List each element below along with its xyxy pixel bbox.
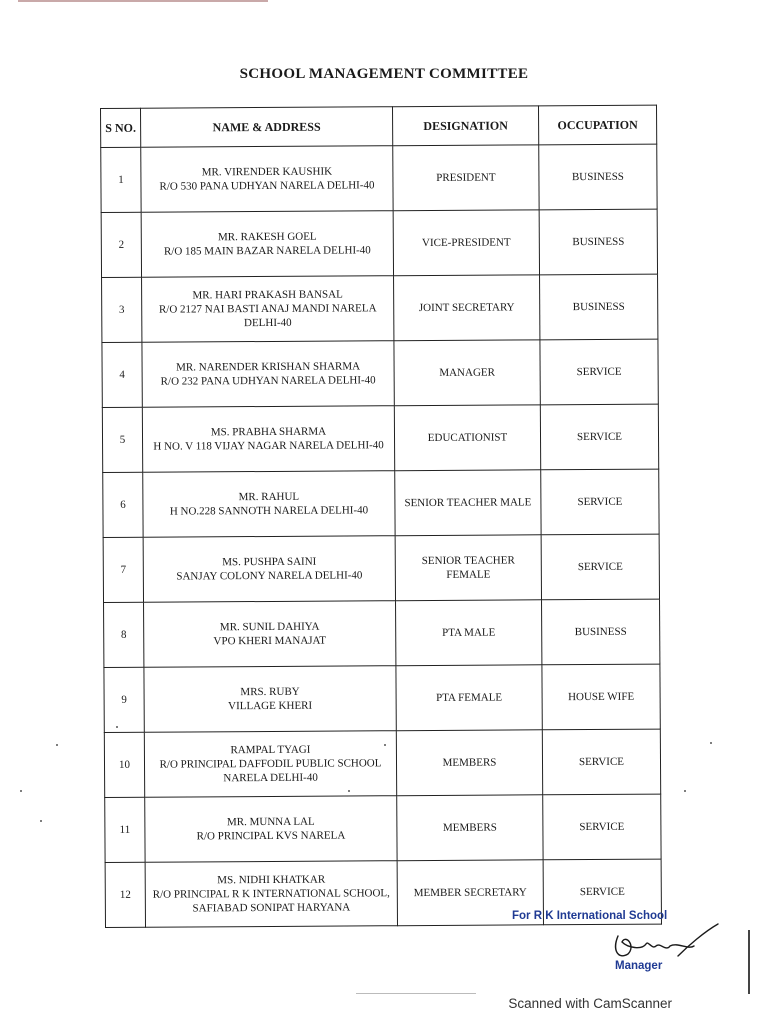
table-row [104, 664, 660, 732]
cell-sno: 1 [101, 147, 141, 212]
cell-designation: VICE-PRESIDENT [393, 210, 539, 276]
table-row [101, 144, 657, 212]
header-name-address: NAME & ADDRESS [141, 107, 393, 148]
cell-designation: SENIOR TEACHER FEMALE [395, 535, 541, 601]
cell-sno: 12 [105, 862, 145, 927]
cell-sno: 10 [104, 732, 144, 797]
table-row [102, 339, 658, 407]
member-address: R/O PRINCIPAL R K INTERNATIONAL SCHOOL, SAFIABAD SONIPAT HARYANA [152, 887, 390, 915]
committee-table [100, 105, 662, 928]
cell-occupation: SERVICE [540, 339, 658, 405]
cell-occupation: BUSINESS [540, 274, 658, 340]
cell-designation: EDUCATIONIST [394, 405, 540, 471]
cell-designation: MEMBERS [396, 730, 542, 796]
cell-sno: 4 [102, 342, 142, 407]
cell-occupation: SERVICE [540, 404, 658, 470]
cell-sno: 2 [101, 212, 141, 277]
cell-name-address [143, 471, 395, 538]
cell-name-address [142, 341, 394, 408]
cell-occupation: BUSINESS [539, 209, 657, 275]
member-name: MS. PRABHA SHARMA [210, 425, 327, 439]
member-address: R/O 232 PANA UDHYAN NARELA DELHI-40 [160, 374, 376, 388]
member-name: MS. NIDHI KHATKAR [217, 873, 326, 887]
member-address: R/O PRINCIPAL DAFFODIL PUBLIC SCHOOL NARELA DELHI-40 [159, 757, 382, 785]
cell-name-address [144, 731, 396, 798]
table-row [101, 209, 657, 277]
header-sno: S NO. [101, 108, 141, 147]
cell-designation: MEMBER SECRETARY [397, 860, 543, 926]
camscanner-watermark: Scanned with CamScanner [508, 996, 672, 1011]
cell-designation: PTA FEMALE [396, 665, 542, 731]
cell-occupation: SERVICE [541, 534, 659, 600]
member-name: MR. RAKESH GOEL [217, 230, 317, 244]
scan-speck [20, 790, 22, 792]
member-address: SANJAY COLONY NARELA DELHI-40 [176, 569, 363, 583]
handwritten-signature [608, 916, 720, 962]
cell-name-address [143, 536, 395, 603]
stamp-company: For R K International School [512, 910, 668, 922]
cell-occupation: HOUSE WIFE [542, 664, 660, 730]
cell-occupation: SERVICE [542, 729, 660, 795]
member-address: H NO. V 118 VIJAY NAGAR NARELA DELHI-40 [153, 439, 384, 453]
table-row [102, 274, 658, 342]
member-name: RAMPAL TYAGI [230, 743, 311, 757]
member-address: VPO KHERI MANAJAT [213, 634, 327, 648]
table-row [104, 729, 660, 797]
scan-speck [710, 742, 712, 744]
cell-sno: 8 [104, 602, 144, 667]
cell-sno: 9 [104, 667, 144, 732]
header-designation: DESIGNATION [392, 106, 538, 146]
cell-occupation: SERVICE [543, 859, 661, 925]
header-occupation: OCCUPATION [538, 105, 656, 145]
scan-speck [116, 726, 118, 728]
scan-speck [56, 744, 58, 746]
cell-sno: 5 [102, 407, 142, 472]
member-address: VILLAGE KHERI [228, 699, 313, 713]
member-name: MR. MUNNA LAL [226, 815, 315, 829]
member-name: MS. PUSHPA SAINI [222, 555, 317, 569]
document-title: SCHOOL MANAGEMENT COMMITTEE [239, 66, 529, 82]
table-header-row [101, 105, 657, 147]
cell-sno: 7 [103, 537, 143, 602]
scan-speck [684, 790, 686, 792]
table-row [104, 599, 660, 667]
cell-name-address [142, 276, 394, 343]
table-row [102, 404, 658, 472]
cell-name-address [142, 406, 394, 473]
cell-name-address [141, 211, 393, 278]
manager-stamp [512, 908, 732, 978]
cell-name-address [145, 796, 397, 863]
member-name: MRS. RUBY [240, 685, 300, 699]
cell-name-address [145, 861, 397, 928]
cell-designation: MANAGER [394, 340, 540, 406]
cell-designation: MEMBERS [397, 795, 543, 861]
member-name: MR. HARI PRAKASH BANSAL [192, 288, 343, 302]
cell-occupation: SERVICE [541, 469, 659, 535]
member-address: R/O PRINCIPAL KVS NARELA [196, 829, 346, 843]
scan-edge-mark [748, 930, 750, 994]
table-row [105, 794, 661, 862]
cell-designation: SENIOR TEACHER MALE [395, 470, 541, 536]
cell-designation: PTA MALE [396, 600, 542, 666]
member-name: MR. SUNIL DAHIYA [219, 620, 320, 634]
cell-designation: JOINT SECRETARY [394, 275, 540, 341]
member-name: MR. NARENDER KRISHAN SHARMA [176, 360, 361, 374]
stamp-title: Manager [615, 960, 663, 972]
table-row [103, 534, 659, 602]
cell-name-address [144, 666, 396, 733]
cell-occupation: SERVICE [543, 794, 661, 860]
scan-speck [40, 820, 42, 822]
member-name: MR. RAHUL [238, 490, 300, 504]
member-address: R/O 185 MAIN BAZAR NARELA DELHI-40 [163, 244, 371, 258]
cell-occupation: BUSINESS [539, 144, 657, 210]
scan-bottom-mark [356, 993, 476, 994]
member-address: R/O 2127 NAI BASTI ANAJ MANDI NARELA DELHI-40 [158, 302, 377, 330]
cell-sno: 3 [102, 277, 142, 342]
scan-speck [384, 744, 386, 746]
cell-designation: PRESIDENT [393, 145, 539, 211]
member-address: H NO.228 SANNOTH NARELA DELHI-40 [169, 504, 369, 518]
cell-occupation: BUSINESS [542, 599, 660, 665]
top-edge-mark [18, 0, 268, 2]
cell-sno: 6 [103, 472, 143, 537]
member-address: R/O 530 PANA UDHYAN NARELA DELHI-40 [159, 179, 375, 193]
cell-name-address [144, 601, 396, 668]
cell-name-address [141, 146, 393, 213]
cell-sno: 11 [105, 797, 145, 862]
member-name: MR. VIRENDER KAUSHIK [201, 165, 333, 179]
table-row [103, 469, 659, 537]
scan-speck [348, 790, 350, 792]
